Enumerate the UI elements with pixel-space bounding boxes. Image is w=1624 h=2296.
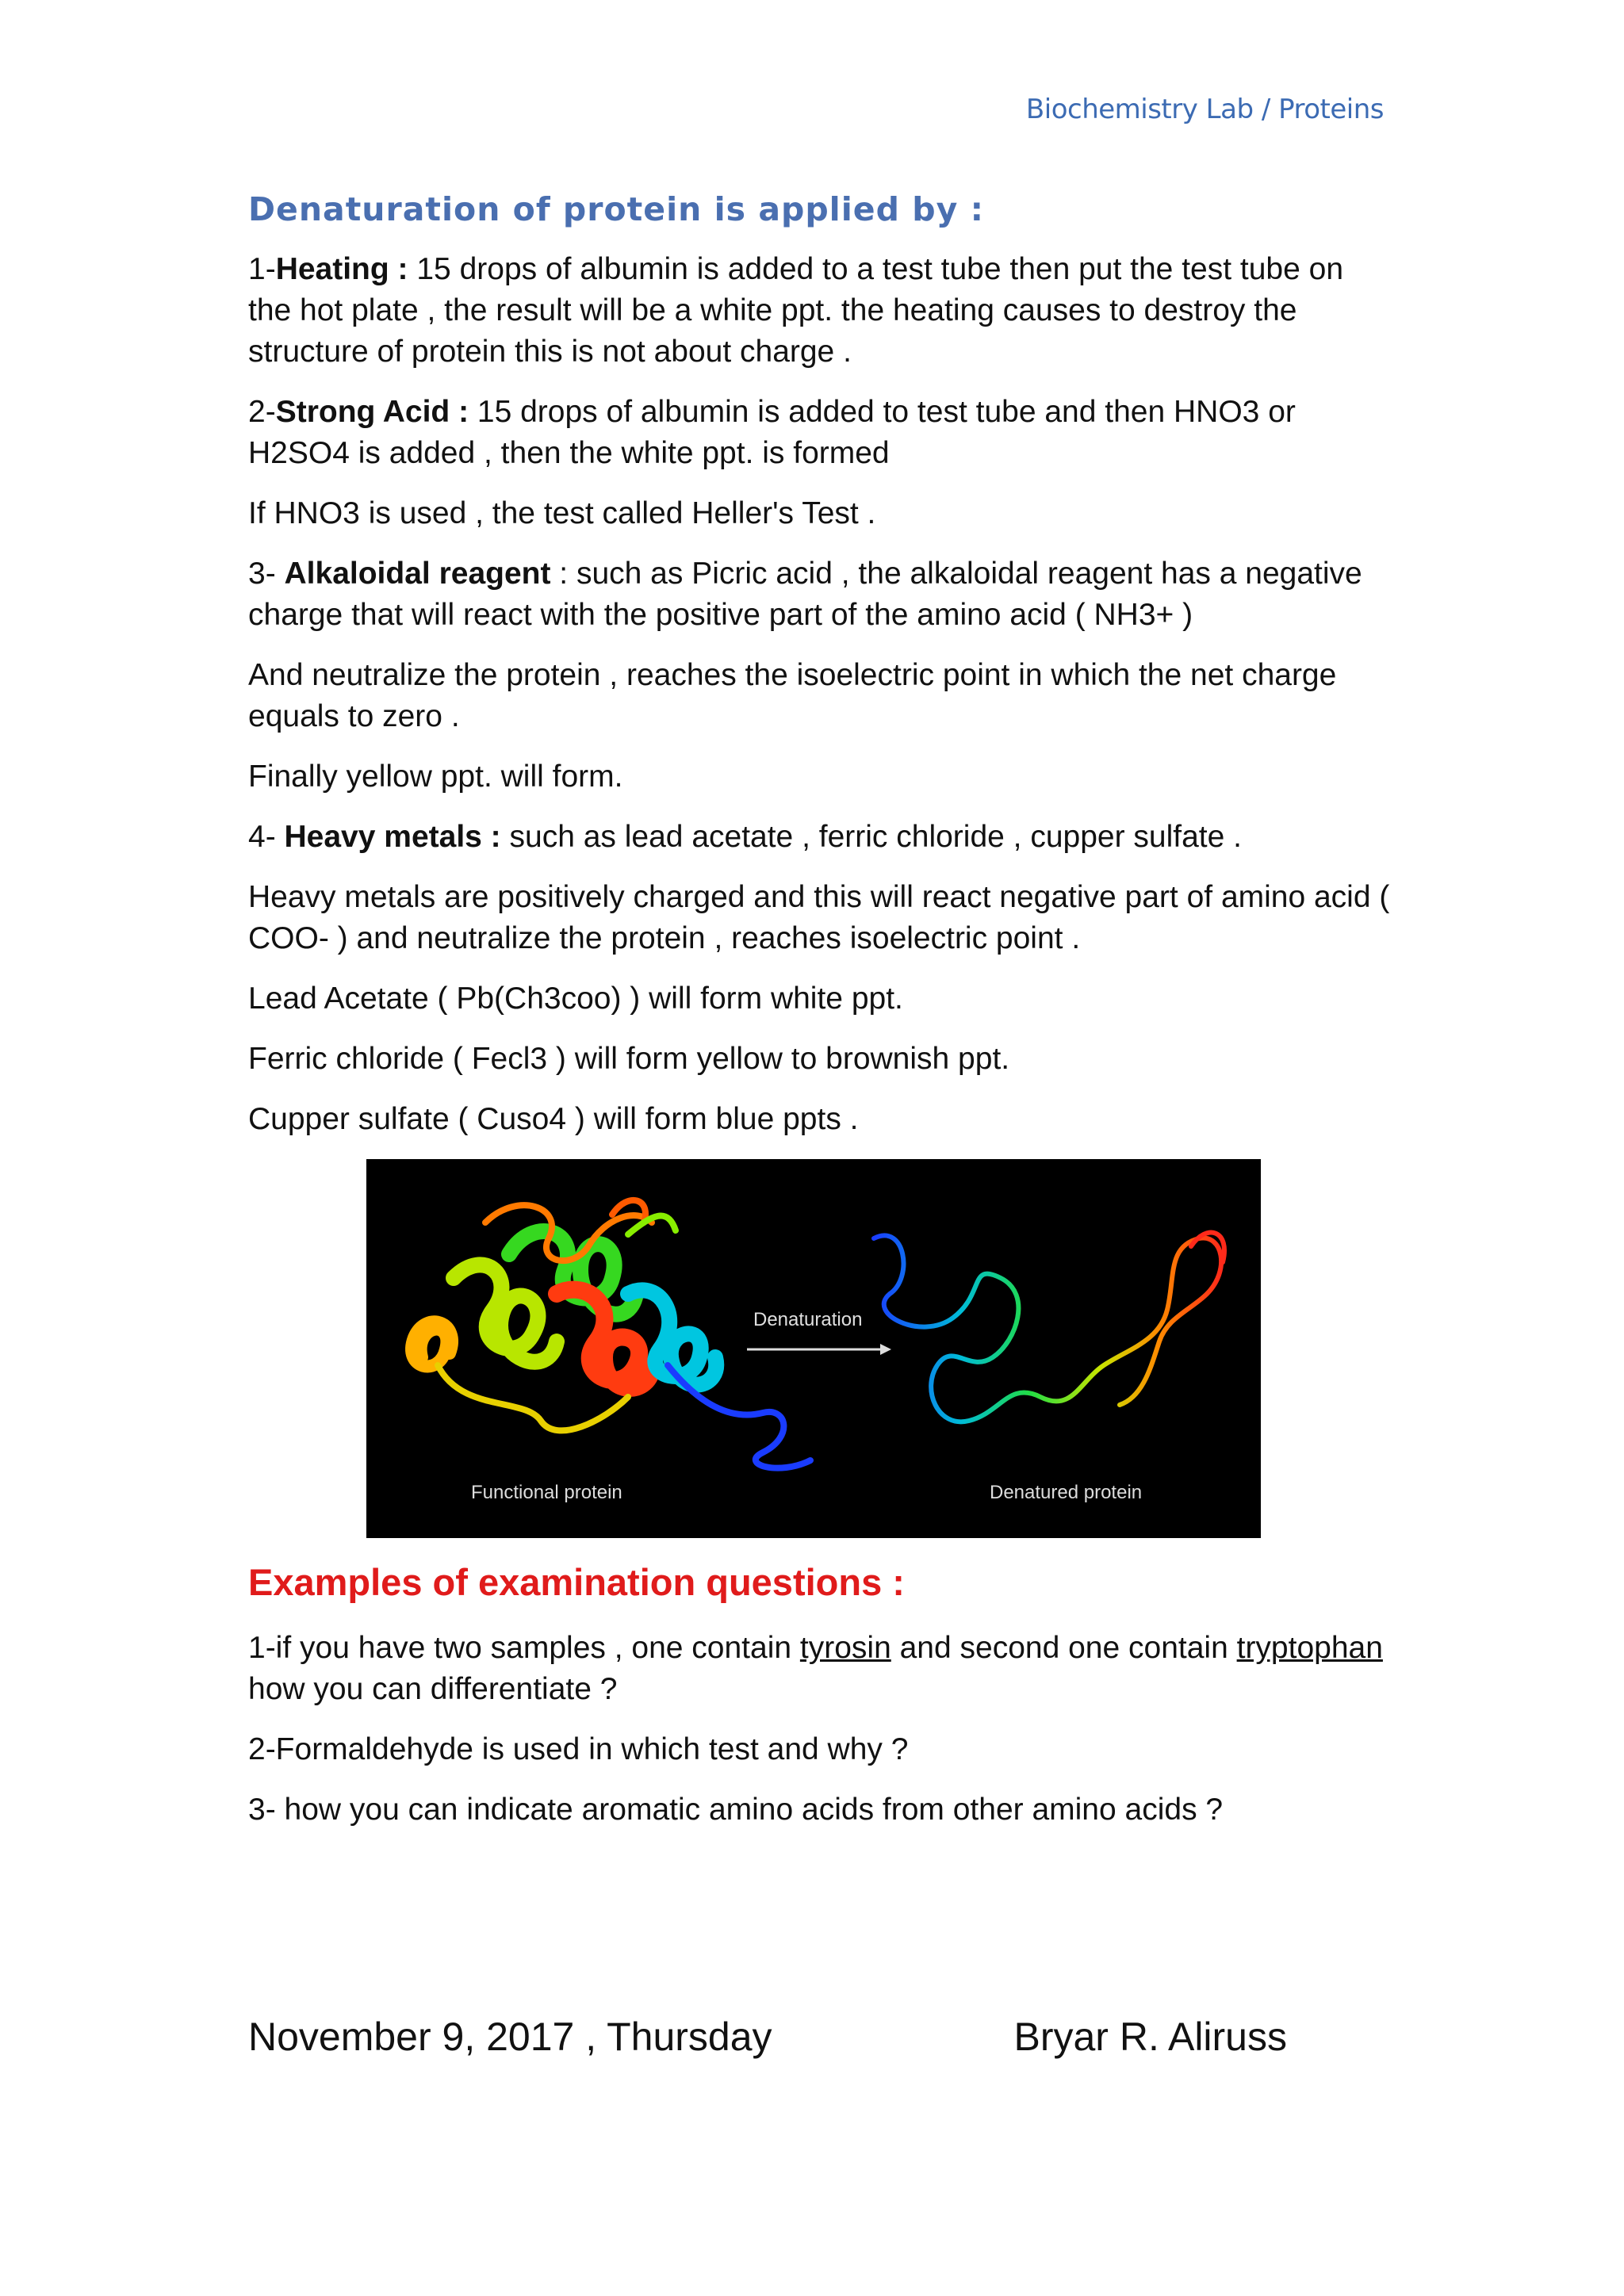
item-label-strong-acid: Strong Acid : bbox=[275, 395, 469, 429]
footer-date: November 9, 2017 , Thursday bbox=[248, 2015, 772, 2059]
item-prefix: 1- bbox=[248, 252, 276, 286]
question-2: 2-Formaldehyde is used in which test and why ? bbox=[248, 1732, 909, 1766]
question-3: 3- how you can indicate aromatic amino acids from other amino acids ? bbox=[248, 1793, 1224, 1827]
item-prefix: 4- bbox=[248, 820, 285, 854]
left-caption: Functional protein bbox=[471, 1482, 622, 1503]
question-1 bbox=[248, 1628, 1390, 1710]
section-heading-denaturation: Denaturation of protein is applied by : bbox=[248, 190, 984, 228]
item-label-heating: Heating : bbox=[275, 252, 408, 286]
item-text: 15 drops of albumin is added to a test tube then put the test tube on the hot plate , the result will be a white ppt. the heating causes to destroy the structure of protein this is not about charge . bbox=[248, 252, 1344, 369]
item-text: 15 drops of albumin is added to test tube and then HNO3 or H2SO4 is added , then the white ppt. is formed bbox=[248, 395, 1296, 470]
paragraph-lead-acetate: Lead Acetate ( Pb(Ch3coo) ) will form white ppt. bbox=[248, 982, 903, 1016]
item-label-alkaloidal: Alkaloidal reagent bbox=[284, 557, 551, 591]
item-text: such as lead acetate , ferric chloride , cupper sulfate . bbox=[500, 820, 1242, 854]
question-text: and second one contain bbox=[891, 1631, 1237, 1665]
arrow-label: Denaturation bbox=[753, 1309, 863, 1330]
paragraph-cupper-sulfate: Cupper sulfate ( Cuso4 ) will form blue ppts . bbox=[248, 1102, 859, 1136]
denatured-protein-shape bbox=[874, 1233, 1224, 1422]
underlined-word-tryptophan: tryptophan bbox=[1236, 1631, 1383, 1665]
right-caption: Denatured protein bbox=[990, 1482, 1143, 1503]
paragraph-neutralize: And neutralize the protein , reaches the isoelectric point in which the net charge equals to zero . bbox=[248, 658, 1337, 733]
paragraph-ferric-chloride: Ferric chloride ( Fecl3 ) will form yellow to brownish ppt. bbox=[248, 1042, 1010, 1076]
underlined-word-tyrosin: tyrosin bbox=[799, 1631, 891, 1665]
denaturation-figure bbox=[366, 1159, 1261, 1538]
paragraph-heating bbox=[248, 249, 1390, 373]
running-header: Biochemistry Lab / Proteins bbox=[1025, 94, 1384, 125]
paragraph-yellow-ppt: Finally yellow ppt. will form. bbox=[248, 760, 623, 794]
item-prefix: 2- bbox=[248, 395, 276, 429]
denaturation-arrow bbox=[747, 1344, 891, 1355]
section-heading-exam-questions: Examples of examination questions : bbox=[248, 1561, 905, 1603]
functional-protein-shape bbox=[412, 1200, 810, 1468]
item-text: : such as Picric acid , the alkaloidal reagent has a negative charge that will react with the positive part of the amino acid ( NH3+ ) bbox=[248, 557, 1362, 632]
paragraph-strong-acid bbox=[248, 392, 1390, 474]
footer-author: Bryar R. Aliruss bbox=[1013, 2015, 1287, 2059]
page-content bbox=[248, 190, 1390, 1850]
page-footer bbox=[248, 2014, 1287, 2060]
question-text: how you can differentiate ? bbox=[248, 1672, 618, 1706]
question-text: 1-if you have two samples , one contain bbox=[248, 1631, 800, 1665]
paragraph-hellers-test: If HNO3 is used , the test called Heller's Test . bbox=[248, 496, 876, 530]
paragraph-heavy-metals-charge: Heavy metals are positively charged and this will react negative part of amino acid ( COO- ) and neutralize the protein , reaches isoelectric point . bbox=[248, 880, 1390, 955]
protein-illustration bbox=[366, 1159, 1261, 1538]
item-prefix: 3- bbox=[248, 557, 285, 591]
paragraph-alkaloidal bbox=[248, 553, 1390, 636]
paragraph-heavy-metals bbox=[248, 817, 1390, 858]
item-label-heavy-metals: Heavy metals : bbox=[284, 820, 501, 854]
